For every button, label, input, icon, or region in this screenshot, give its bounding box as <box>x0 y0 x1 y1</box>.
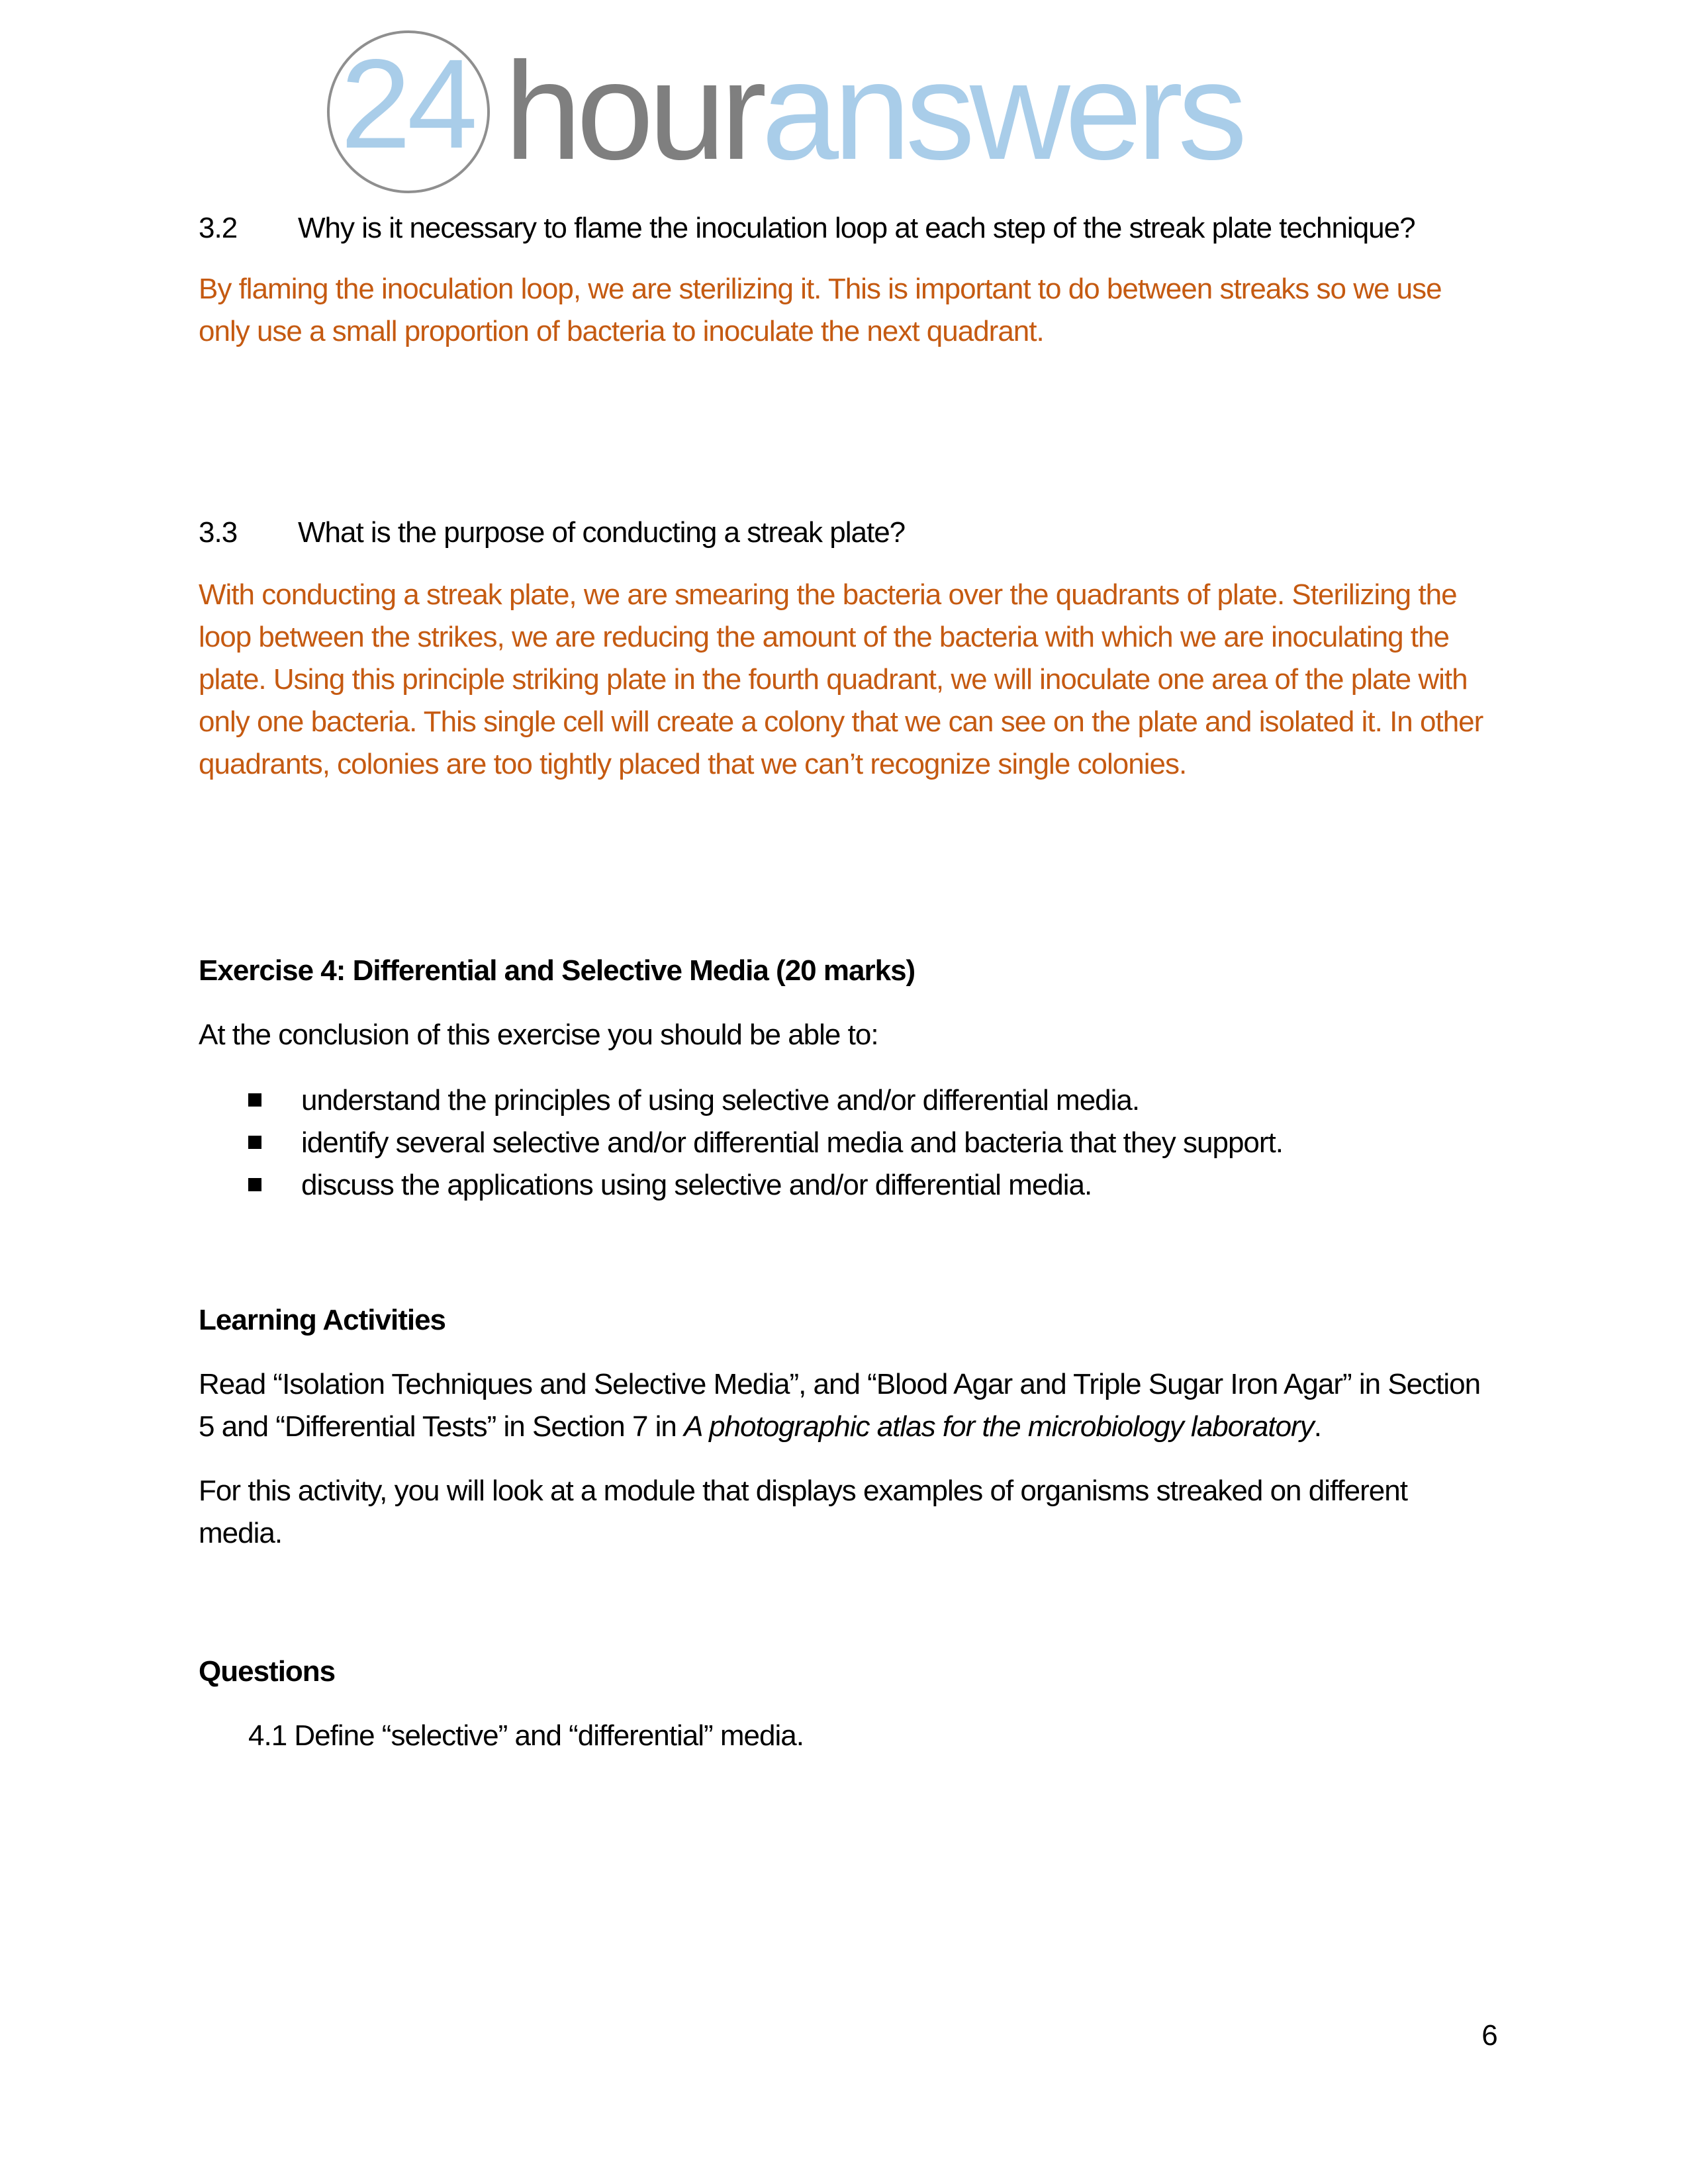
bullet-square-icon <box>248 1178 261 1191</box>
question-3-3-text: What is the purpose of conducting a streak plate? <box>298 516 906 549</box>
objectives-list <box>199 1079 1489 1206</box>
bullet-square-icon <box>248 1136 261 1149</box>
logo-wordmark <box>504 33 1243 189</box>
reading-text-end: . <box>1313 1410 1321 1443</box>
book-title-italic: A photographic atlas for the microbiology laboratory <box>684 1410 1314 1443</box>
list-item <box>199 1164 1489 1206</box>
exercise-4-heading: Exercise 4: Differential and Selective Media (20 marks) <box>199 954 915 987</box>
logo-hour-text: hour <box>504 33 762 189</box>
reading-paragraph <box>199 1363 1489 1448</box>
question-3-3 <box>199 512 1489 554</box>
answer-3-3: With conducting a streak plate, we are smearing the bacteria over the quadrants of plate. Sterilizing the loop between the strikes, we are reducing the amount of the bacteria with which we are inoculating the plate. Using this principle striking plate in the fourth quadrant, we will inoculate one area of the plate with only one bacteria. This single cell will create a colony that we can see on the plate and isolated it. In other quadrants, colonies are too tightly placed that we can’t recognize single colonies. <box>199 578 1483 780</box>
objective-text: identify several selective and/or differential media and bacteria that they support. <box>301 1126 1283 1159</box>
learning-activities-heading: Learning Activities <box>199 1304 446 1336</box>
bullet-square-icon <box>248 1093 261 1107</box>
logo-answers-text: answers <box>761 33 1243 189</box>
question-3-2 <box>199 207 1489 250</box>
activity-paragraph: For this activity, you will look at a module that displays examples of organisms streaked on different media. <box>199 1475 1407 1549</box>
question-3-3-number: 3.3 <box>199 516 238 549</box>
objective-text: understand the principles of using selective and/or differential media. <box>301 1084 1140 1116</box>
question-3-2-number: 3.2 <box>199 212 238 244</box>
list-item <box>199 1122 1489 1164</box>
question-3-2-text: Why is it necessary to flame the inoculation loop at each step of the streak plate technique? <box>298 212 1415 244</box>
questions-heading: Questions <box>199 1655 336 1688</box>
objective-text: discuss the applications using selective and/or differential media. <box>301 1169 1092 1201</box>
exercise-4-intro: At the conclusion of this exercise you should be able to: <box>199 1019 878 1051</box>
logo-24-text: 24 <box>340 32 474 175</box>
page-number: 6 <box>1481 2019 1497 2052</box>
question-4-1: 4.1 Define “selective” and “differential” media. <box>248 1719 804 1752</box>
reading-text: Read “Isolation Techniques and Selective Media”, and “Blood Agar and Triple Sugar Iron Agar” in Section 5 and “Differential Tests” in Section 7 in <box>199 1368 1481 1443</box>
list-item <box>199 1079 1489 1122</box>
answer-3-2: By flaming the inoculation loop, we are sterilizing it. This is important to do between streaks so we use only use a small proportion of bacteria to inoculate the next quadrant. <box>199 273 1442 347</box>
